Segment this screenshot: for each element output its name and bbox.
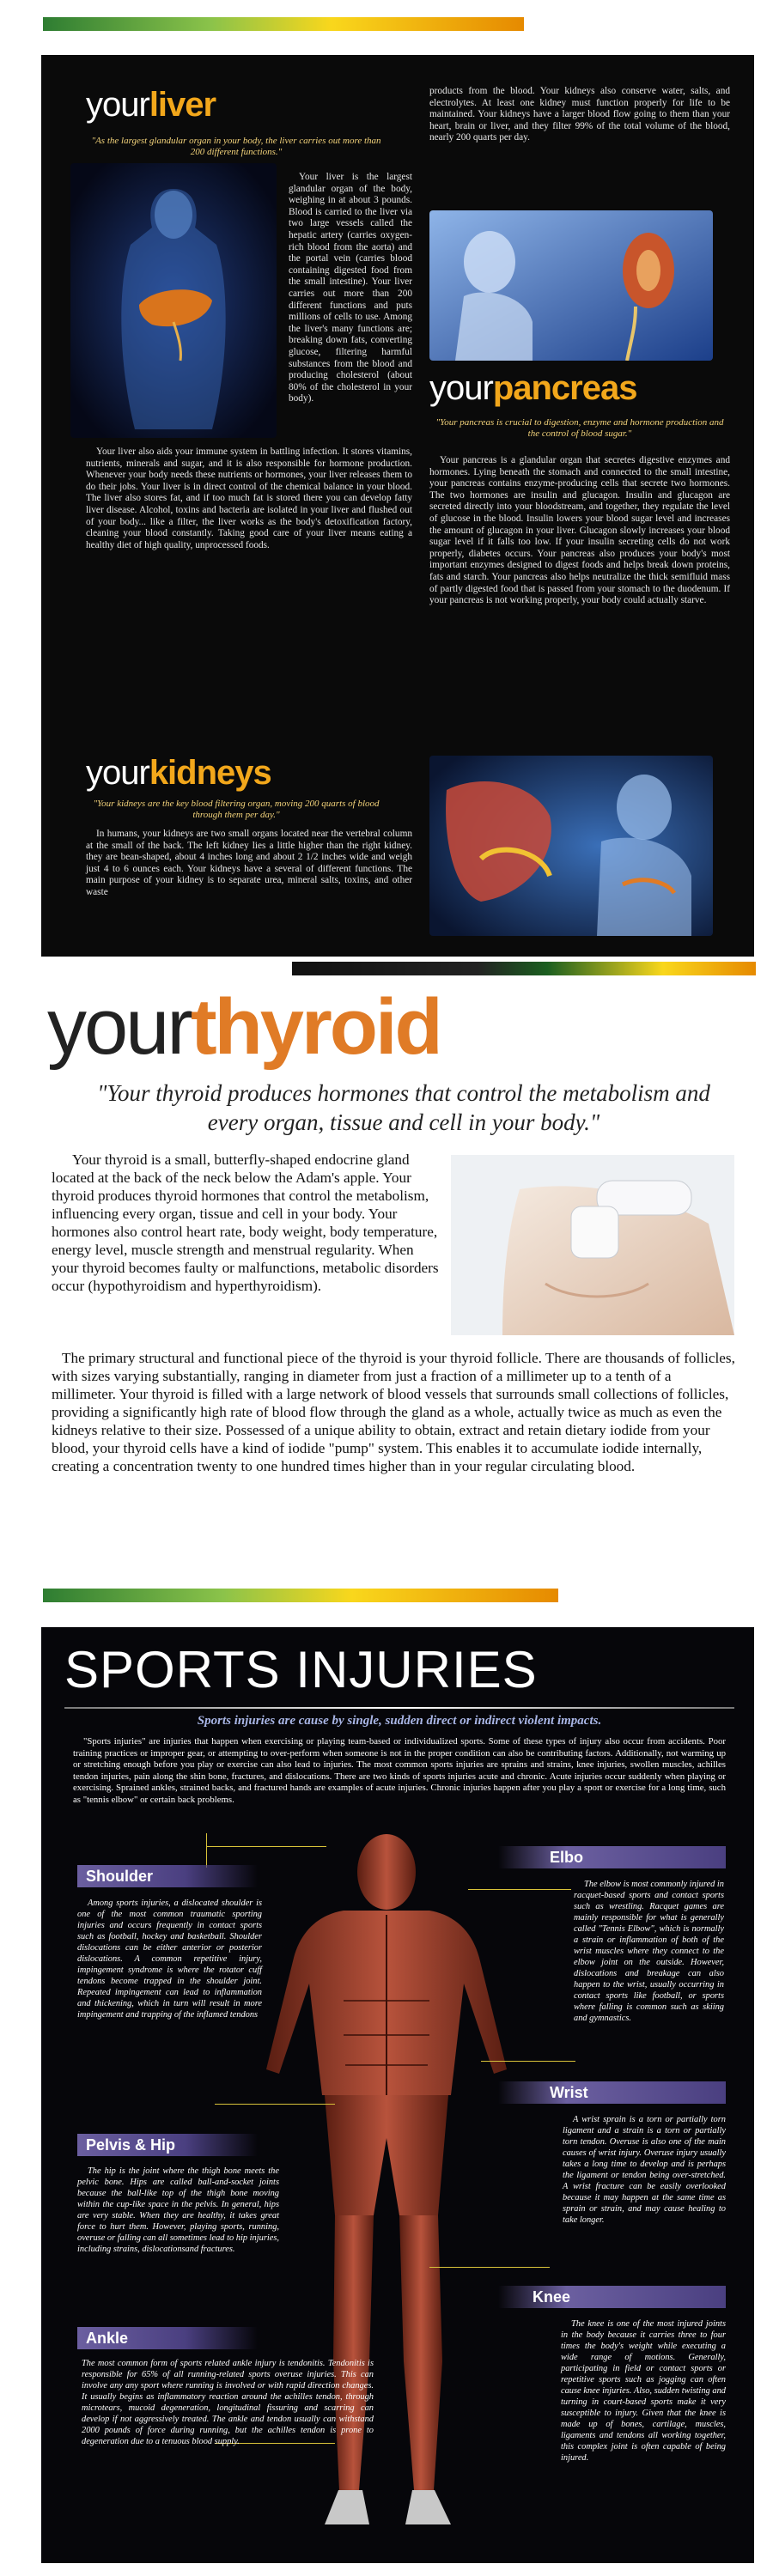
liver-title: yourliver [86,86,216,124]
knee-text: The knee is one of the most injured joints in the body because it carries three to four times the body's weight while executing a wide range of motions. Generally, participating in field or contact sports or repetitive sports such as jogging can often cause knee injuries. Also, sudden twisting and turning in court-based sports make it very susceptible to injury. Given that the knee is made up of bones, cartilage, muscles, ligaments and tendons all working together, this complex joint is often capable of being injured. [561,2319,726,2463]
top-color-stripe [43,17,524,31]
pancreas-paragraph-1: Your pancreas is a glandular organ that secretes digestive enzymes and hormones. Lying beneath the stomach and connected to the small intestine, your pancreas contains enzyme-producing cells that secrete two hormones. The two hormones are insulin and glucagon. Insulin and glucagon are secreted directly into your bloodstream, and together, they regulate the level of glucose in the blood. Insulin lowers your blood sugar level and increases the amount of glucagon in your liver. Glucagon slowly increases your blood sugar level if it falls too low. If your insulin secreting cells do not work properly, diabetes occurs. Your pancreas also produces your body's most important enzymes designed to digest foods and helps break down proteins, fats and starch. Your pancreas also helps neutralize the thick semifluid mass of partly digested food that is passed from your stomach to the duodenum. If your pancreas is not working properly, your body could actually starve. [429,455,730,606]
pelvis-hip-text-block [77,2166,279,2255]
pelvis-hip-text: The hip is the joint where the thigh bone meets the pelvic bone. Hips are called ball-and-socket joints because the ball-like top of the thigh bone moving within the cup-like space in the pelvis. In general, hips are very stable. When they are healthy, it takes great force to hurt them. However, playing sports, running, overuse or falling can all sometimes lead to hip injuries, including strains, dislocationsand fractures. [77,2166,279,2254]
pancreas-text-block [429,455,730,607]
elbo-text-block [574,1879,724,2024]
liver-paragraph-1: Your liver is the largest glandular organ of the body, weighing in at about 3 pounds. Blood is carried to the liver via two large vessels called the hepatic artery (carries oxygen-rich blood from the aorta) and the portal vein (carries blood containing digested food from the small intestine). Your liver carries out more than 200 different functions and puts millions of cells to use. Among the liver's many functions are; breaking down fats, converting glucose, filtering harmful substances from the blood and producing cholesterol (about 80% of the cholesterol in your body). [289,172,412,404]
knee-leader [429,2267,550,2268]
wrist-text-block [563,2114,726,2226]
elbo-leader [468,1889,571,1890]
pelvis-leader [215,2104,335,2105]
kidneys-paragraph-2: products from the blood. Your kidneys also conserve water, salts, and electrolytes. At least one kidney must function properly for life to be maintained. Your kidneys have a larger blood flow going to them than your heart, brain or liver, and they filter 99% of the total volume of the blood, nearly 200 quarts per day. [429,86,730,143]
kidneys-continued-block [429,86,730,144]
kidneys-text-block [86,829,412,899]
thyroid-text-body [52,1349,739,1475]
shoulder-leader-v [206,1833,207,1868]
thyroid-bottom-stripe [43,1589,558,1602]
shoulder-label: Shoulder [77,1865,258,1887]
pancreas-illustration [429,756,713,936]
pancreas-title: yourpancreas [429,369,637,407]
ankle-label: Ankle [77,2327,258,2349]
ankle-text: The most common form of sports related ankle injury is tendonitis. Tendonitis is responsible for 65% of all running-related sports overuse injuries. This can involve any any sport where running is involved or with rapid direction changes. It usually begins as inflammatory reaction around the achilles tendon, through microtears, mucoid degeneration, longitudinal fissuring and scarring can develop if not aggressively treated. The ankle and tendon usually can withstand 2000 pounds of force during running, but the achilles tendon is prone to degeneration due to a tenuous blood supply. [82,2359,374,2446]
thyroid-photo [451,1155,734,1335]
kidneys-title: yourkidneys [86,754,271,792]
wrist-text: A wrist sprain is a torn or partially torn ligament and a strain is a torn or partially torn tendon. Overuse is also one of the main causes of wrist injury. Overuse injury usually takes a long time to develop and is perhaps the ligament or tendon being over-stretched. A wrist fracture can be easily overlooked because it may happen at the same time as sprain or strain, and may cause healing to take longer. [563,2115,726,2225]
shoulder-text-block [77,1898,262,2020]
ankle-text-block [82,2358,374,2447]
pancreas-quote: "Your pancreas is crucial to digestion, enzyme and hormone production and the control of blood sugar." [435,417,724,439]
shoulder-text: Among sports injuries, a dislocated shoulder is one of the most common traumatic sporting injuries and occurs frequently in contact sports such as football, hockey and basketball. Shoulder dislocations can be either anterior or posterior dislocations. A common repetitive injury, impingement syndrome is where the rotator cuff tendons become trapped in the shoulder joint. Repeated impingement can lead to inflammation and thickening, which in turn will result in more impingement and trapping of the inflamed tendons [77,1899,262,2020]
wrist-label: Wrist [498,2081,726,2104]
liver-text-block [86,172,412,405]
thyroid-text-intro [52,1151,443,1295]
thyroid-paragraph-1: Your thyroid is a small, butterfly-shaped endocrine gland located at the back of the neck below the Adam's apple. Your thyroid produces thyroid hormones that control the metabolism, influencing every organ, tissue and cell in your body. Your hormones also control heart rate, body weight, body temperature, energy level, muscle strength and menstrual regularity. When your thyroid becomes faulty or malfunctions, metabolic disorders occur (hypothyroidism and hyperthyroidism). [52,1151,439,1294]
kidneys-paragraph-1: In humans, your kidneys are two small organs located near the vertebral column at the small of the back. The left kidney lies a little higher than the right kidney. they are bean-shaped, about 4 inches long and about 2 1/2 inches wide and weigh just 4 to 6 ounces each. Your kidneys have a several of different functions. The main purpose of your kidney is to separate urea, mineral salts, toxins, and other waste [86,829,412,897]
thyroid-title: yourthyroid [47,983,441,1071]
pelvis-hip-label: Pelvis & Hip [77,2134,258,2156]
thyroid-top-stripe [292,962,756,975]
kidneys-illustration [429,210,713,361]
shoulder-leader [206,1846,326,1847]
kidneys-quote: "Your kidneys are the key blood filtering organ, moving 200 quarts of blood through them per day." [93,799,380,820]
sports-subtitle: Sports injuries are cause by single, sudden direct or indirect violent impacts. [197,1714,602,1728]
liver-paragraph-2: Your liver also aids your immune system in battling infection. It stores vitamins, nutrients, minerals and sugar, and it is also responsible for hormone production. Whenever your body needs these nutrients or hormones, your liver releases them to do their jobs. Your liver is in direct control of the chemical balance in your blood. The liver also stores fat, and if too much fat is stored there you can develop fatty liver disease. Alcohol, toxins and bacteria are isolated in your liver and flushed out of your body... like a filter, the liver works as the body's detoxification factory, cleaning your blood constantly. Taking good care of your liver means eating a healthy diet of high quality, unprocessed foods. [86,447,412,550]
sports-title: SPORTS INJURIES [64,1641,538,1698]
elbo-label: Elbo [498,1846,726,1868]
knee-label: Knee [498,2286,726,2308]
sports-intro-block [73,1736,726,1806]
liver-quote: "As the largest glandular organ in your body, the liver carries out more than 200 different functions." [91,136,381,157]
thyroid-quote: "Your thyroid produces hormones that control the metabolism and every organ, tissue and cell in your body." [97,1080,710,1135]
knee-text-block [411,2318,726,2464]
sports-title-underline [64,1707,734,1709]
sports-intro: "Sports injuries" are injuries that happen when exercising or playing team-based or individualized sports. Some of these types of injury also occur from accidents. Poor training practices or improper gear, or attempting to over-perform when someone is not in the proper condition can also be contributing factors. Additionally, not warming up or stretching enough before you play or exercise can also lead to injuries. The most common sports injuries are sprains and strains, knee injuries, swollen muscles, achilles tendon injuries, pain along the shin bone, fractures, and dislocations. There are two kinds of sports injuries acute and chronic. Acute injuries occur suddenly when playing or exercising. Sprained ankles, strained backs, and fractured hands are examples of acute injuries. Chronic injuries happen after you play a sport or exercise for a long time, such as "tennis elbow" or certain back problems. [73,1736,726,1805]
liver-text-block-2 [86,447,412,551]
wrist-leader [481,2061,575,2062]
thyroid-paragraph-2: The primary structural and functional piece of the thyroid is your thyroid follicle. There are thousands of follicles, with sizes varying substantially, ranging in diameter from just a fraction of a millimeter up to a tenth of a millimeter. Your thyroid is filled with a large network of blood vessels that surrounds small collections of follicles, providing a significantly high rate of blood flow through the gland as a whole, actually twice as much as even the kidneys relative to their size. Possessed of a unique ability to obtain, extract and retain dietary iodide from your blood, your thyroid cells have a kind of iodide "pump" system. This enables it to accumulate iodide internally, creating a concentration twenty to one hundred times higher than in your regular circulating blood. [52,1350,735,1474]
elbo-text: The elbow is most commonly injured in racquet-based sports and contact sports such as wrestling. Racquet games are mainly responsible for what is generally called "Tennis Elbow", which is normally a strain or inflammation of both of the wrist muscles where they connect to the elbow joint on the outside. However, dislocations and breakage can also happen to the wrist, usually occurring in contact sports like football, or sports where falling is common such as skiing and gymnastics. [574,1880,724,2023]
